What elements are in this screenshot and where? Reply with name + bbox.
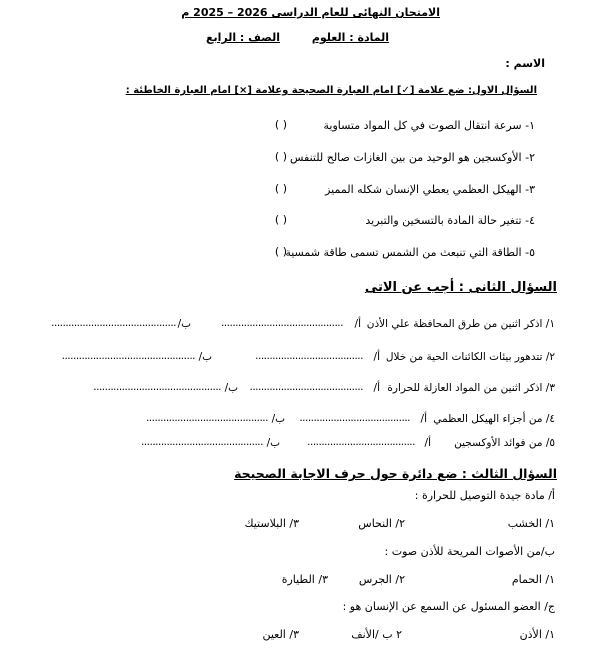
q1-paren-2[interactable]: ( ) [274, 150, 287, 163]
q2-item-2-a: أ/ [373, 351, 380, 363]
q2-item-4: ٤/ من أجزاء الهيكل العظمي [433, 413, 555, 425]
q1-item-5: ٥- الطاقة التي تنبعث من الشمس تسمى طاقة شمسية [285, 246, 535, 259]
q1-item-3: ٣- الهيكل العظمي يعطي الإنسان شكله المميز [325, 183, 535, 196]
q2-item-5: ٥/ من فوائد الأوكسجين [454, 437, 555, 449]
q2-item-5-b: ب/ [266, 437, 280, 449]
subject-label: المادة : العلوم [311, 31, 389, 44]
q2-item-3-b-blank[interactable]: ............................................. [93, 381, 221, 393]
q3-stem-a: أ/ مادة جيدة التوصيل للحرارة : [414, 489, 555, 502]
q3-c-option-2[interactable]: ٢ ب /الأنف [351, 628, 402, 641]
q3-b-option-1[interactable]: ١/ الحمام [511, 573, 555, 586]
q3-b-option-2[interactable]: ٢/ الجرس [358, 573, 405, 586]
q3-a-option-2[interactable]: ٢/ النحاس [358, 517, 405, 530]
q1-item-2: ٢- الأوكسجين هو الوحيد من بين الغازات صالح للتنفس [290, 151, 535, 164]
q3-stem-b: ب/من الأصوات المريحة للأذن صوت : [384, 545, 555, 558]
q2-item-1: ١/ اذكر اثنين من طرق المحافظة علي الأذن [366, 318, 555, 330]
q3-a-option-3[interactable]: ٣/ البلاستيك [244, 517, 299, 530]
q2-item-1-b-blank[interactable]: ............................................ [51, 317, 176, 329]
q2-item-4-a-blank[interactable]: ....................................... [299, 412, 410, 424]
q2-item-5-b-blank[interactable]: ........................................... [140, 436, 263, 448]
grade-label: الصف : الرابع [205, 31, 280, 44]
q2-item-4-a: أ/ [420, 413, 427, 425]
q3-stem-c: ج/ العضو المسئول عن السمع عن الإنسان هو : [342, 600, 555, 613]
q1-paren-1[interactable]: ( ) [274, 118, 287, 131]
q1-paren-4[interactable]: ( ) [274, 213, 287, 226]
q3-c-option-3[interactable]: ٣/ العين [262, 628, 299, 641]
q2-item-3-b: ب/ [224, 382, 238, 394]
q3-a-option-1[interactable]: ١/ الخشب [507, 517, 555, 530]
q1-paren-3[interactable]: ( ) [274, 182, 287, 195]
q3-c-option-1[interactable]: ١/ الأذن [519, 628, 555, 641]
q2-item-2-a-blank[interactable]: ...................................... [255, 350, 363, 362]
q3-b-option-3[interactable]: ٣/ الطيارة [281, 573, 328, 586]
q2-item-3-a: أ/ [373, 382, 380, 394]
q2-item-3: ٣/ اذكر اثنين من المواد العازلة للحرارة [387, 382, 555, 394]
q2-item-2: ٢/ تتدهور بيئات الكائنات الحية من خلال [385, 351, 555, 363]
q1-title: السؤال الاول: ضع علامة [✓] امام العبارة الصحيحة وعلامة [×] امام العبارة الخاطئة : [125, 85, 537, 96]
q1-item-1: ١- سرعة انتقال الصوت في كل المواد متساوية [323, 119, 535, 132]
q2-item-3-a-blank[interactable]: ........................................ [249, 381, 363, 393]
q2-title: السؤال الثانى : أجب عن الاتى [364, 280, 557, 295]
q2-item-4-b: ب/ [271, 413, 285, 425]
q2-item-4-b-blank[interactable]: ........................................... [145, 412, 268, 424]
q2-item-5-a-blank[interactable]: ...................................... [307, 436, 415, 448]
q3-title: السؤال الثالث : ضع دائرة حول حرف الاجابة الصحيحة [234, 466, 557, 481]
q2-item-1-a: أ/ [354, 318, 361, 330]
q1-item-4: ٤- تتغير حالة المادة بالتسخين والتبريد [365, 214, 535, 227]
q1-paren-5[interactable]: ( ) [274, 245, 287, 258]
q2-item-2-b-blank[interactable]: ............................................... [61, 350, 195, 362]
exam-title: الامتحان النهائى للعام الدراسى 2026 – 2025 م [181, 6, 440, 19]
q2-item-5-a: أ/ [424, 437, 431, 449]
q2-item-1-a-blank[interactable]: ........................................... [220, 317, 343, 329]
q2-item-1-b: ب/ [177, 318, 191, 330]
name-label: الاسم : [505, 57, 545, 70]
q2-item-2-b: ب/ [198, 351, 212, 363]
